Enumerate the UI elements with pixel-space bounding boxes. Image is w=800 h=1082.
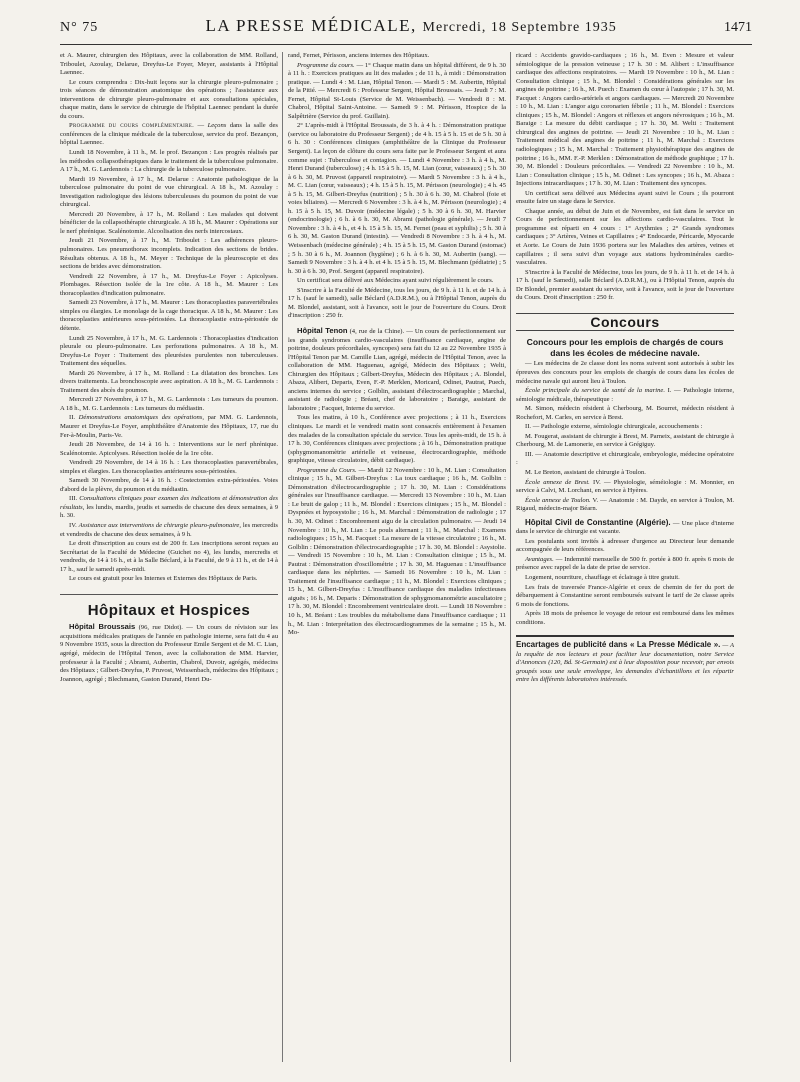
paragraph: Programme du cours complémentaire. — Leçons dans la salle des conférences de la clinique médicale de la tuberculose, service du prof. Bezançon, hôpital Laennec. [60, 122, 278, 147]
paragraph [516, 556, 734, 573]
section-title: Hôpitaux et Hospices [87, 601, 251, 619]
text: III. [69, 495, 78, 503]
paragraph: S'inscrire à la Faculté de Médecine, tous les jours, de 9 h. à 11 h. et de 14 h. à 17 h. (sauf le Samedi), salle Béclard (A.D.R.M.), ou à l'Hôpital Tenon, auprès du Dr Blondel, premier assistant du service, soit à l'avance, soit le jour de l'ouverture du Cours. Droit d'inscription : 250 fr. [516, 268, 734, 302]
text: II. [69, 414, 76, 422]
paragraph: Lundi 25 Novembre, à 17 h., M. G. Lardennois : Thoracoplasties d'indication pleurale ou pleuro-pulmonaire. Les perforations pulmonaires. A 18 h., M. Dreyfus-Le Foyer : Traitement des pleurésies purulentes non tuberculeuses. Traitement des séquelles. [60, 334, 278, 368]
italic-text: École annexe de Toulon. [525, 496, 591, 504]
column-3 [516, 52, 734, 1062]
paragraph: Le cours est gratuit pour les Internes et Externes des Hôpitaux de Paris. [69, 575, 258, 583]
paragraph: Samedi 30 Novembre, de 14 à 16 h. : Costectomies extra-périostées. Voies d'abord de la plèvre, du poumon et du médiastin. [60, 477, 278, 493]
section-rule [516, 635, 734, 637]
issue-number: N° 75 [60, 20, 99, 35]
paragraph: M. Fougerat, assistant de chirurgie à Brest, M. Parneix, assistant de chirurgie à Cherbourg, M. de Lamonerie, en service à Grégiguy. [516, 432, 734, 449]
text: les mercredis et vendredis de chacune des deux semaines, à 9 h. [60, 521, 278, 538]
paragraph: Vendredi 22 Novembre, à 17 h., M. Dreyfus-Le Foyer : Apicolyses. Plombages. Résection isolée de la 1re côte. A 18 h., M. Maurer : Les thoracoplasties d'indication pulmonaire. [60, 272, 278, 297]
text: — 1° Chaque matin dans un hôpital différent, de 9 h. 30 à 11 h. : Exercices pratiques au lit des malades ; de 11 h., à midi : Démonstration pratique. — Lundi 4 : M. Lian, Hôpital Tenon. — Mardi 5 : M. Aubertin, Hôpital de la Pitié. — Mercredi 6 : Professeur Sergent, Hôpital Broussais. — Jeudi 7 : M. Fernet, Hôpital St-Louis (Service de M. Weissenbach). — Vendredi 8 : M. Chabrol, Hôpital Saint-Antoine. — Samedi 9 : M. Périsson, Hospice de la Salpêtrière (Service du prof. Guillain). [288, 61, 506, 120]
paragraph: III. — Anatomie descriptive et chirurgicale, embryologie, médecine opératoire : [516, 450, 734, 467]
paragraph: Vendredi 29 Novembre, de 14 à 16 h. : Les thoracoplasties paravertébrales, simples et élargies. Les thoracoplasties antérieures sous-périostées. [60, 459, 278, 475]
paragraph: rand, Fernet, Périsson, anciens internes des Hôpitaux. [288, 52, 430, 59]
column-divider [282, 52, 283, 1062]
italic-text: Programme du Cours. [297, 466, 357, 474]
journal-title: LA PRESSE MÉDICALE, Mercredi, 18 Septembre 1935 [205, 16, 617, 35]
italic-text: Avantages. [525, 555, 554, 563]
paragraph: 2° L'après-midi à l'Hôpital Broussais, de 3 h. à 4 h. : Démonstration pratique (service ou laboratoire du Professeur Sergent) ; de 4 h. 15 à 5 h. 15 et de 5 h. 30 à 6 h. 30 : Conférences cliniques (amphithéâtre de la Clinique du Professeur Sergent). La leçon de clôture du cours sera faite par le Professeur Sergent et aura comme sujet : Tuberculose et contagion. — Lundi 4 Novembre : 3 h. à 4 h., M. Henri Durand (tuberculose) ; 4 h. 15 à 5 h. 15, M. Lian (cœur, vaisseaux) ; 5 h. 30 à 6 h. 30, M. Pruvost (appareil respiratoire). — Mardi 5 Novembre : 3 h. à 4 h., M. C. Lian (cœur, vaisseaux) ; 4 h. 15 à 5 h. 15, M. Périsson (neurologie) ; 4 h. 45 à 5 h. 15, M. Gilbert-Dreyfus (nutrition) ; 5 h. 30 à 6 h. 30, M. Chabrol (foie et voies biliaires). — Mercredi 6 Novembre : 3 h. à 4 h., M. Périsson (neurologie) ; 4 h. 15 à 5 h. 15, M. Duvoir (médecine légale) ; 5 h. 30 à 6 h. 30, M. Harvier (endocrinologie) ; 6 h. à 6 h. 30, M. Abrami (pathologie générale). — Jeudi 7 Novembre : 3 h. à 4 h., et 4 h. 15 à 5 h. 15, M. Fernet (peau et syphilis) ; 5 h. 30 à 6 h. 30, M. Gaston Durand (intestin). — Vendredi 8 Novembre : 3 h. à 4 h., M. Weissenbach (médecine générale) ; 4 h. 15 à 5 h. 15, M. Gaston Durand (estomac) ; 5 h. 30 à 6 h., M. Joannon (hygiène) ; 6 h. à 6 h. 30, M. Aubertin (sang). — Samedi 9 Novembre : 3 h. à 4 h. et 4 h. 15 à 5 h. 15, M. Blechmann (pédiatrie) ; 5 h. 30 à 6 h. 30, Prof. Sergent (appareil respiratoire). [288, 122, 506, 275]
paragraph: Samedi 23 Novembre, à 17 h., M. Maurer : Les thoracoplasties paravertébrales simples ou élargies. Le monolage de la cage thoracique. A 18 h., M. Maurer : Les thoracoplasties antérieures sous-périostées. La thoracoplastie extra-périostée de détente. [60, 299, 278, 332]
paragraph [60, 495, 278, 521]
article-heading: Concours pour les emplois de chargés de cours dans les écoles de médecine navale. [526, 337, 724, 358]
run-in-heading: Programme du cours complémentaire. [69, 122, 195, 130]
paragraph: Jeudi 21 Novembre, à 17 h., M. Triboulet : Les adhérences pleuro-pulmonaires. Les pneumothorax incomplets. Indication des sections de brides. Résultats obtenus. A 18 h., M. Meyer : Technique de la pleuroscopie et des sections de brides avec démonstration. [60, 237, 278, 271]
italic-text: — A la requête de nos lecteurs et pour faciliter leur documentation, notre Service d'Annonces (120, Bd. St-Germain) est à leur disposition pour recevoir, par envois groupés sous une seule enveloppe, les demandes d'échantillons et les répartir entre les différents laboratoires intéressés. [516, 642, 734, 684]
paragraph: Après 18 mois de présence le voyage de retour est remboursé dans les mêmes conditions. [516, 610, 734, 626]
address: (96, rue Didot). [138, 624, 183, 632]
paragraph: Les postulants sont invités à adresser d'urgence au Directeur leur demande accompagnée de leurs références. [516, 537, 734, 554]
paragraph [516, 497, 734, 514]
text: IV. [69, 521, 77, 529]
paragraph: ricard : Accidents gravido-cardiaques ; 16 h., M. Even : Mesure et valeur sémiologique de la pression veineuse ; 17 h. 30 : M. Alibert : L'insuffisance cardiaque des affections respiratoires. — Mardi 19 Novembre : 10 h., M. Lian : Consultation clinique ; 15 h., M. Blondel : Considérations générales sur les angines de poitrine ; 16 h., M. Puech : Examen du cœur à l'autopsie ; 17 h. 30, M. Facquet : Angors cardio-artériels et angors cardiaques. — Mercredi 20 Novembre : 10 h., M. Lian : L'angor aigu coronarien fébrile ; 11 h., M. Blondel : Exercices cliniques ; 15 h., M. Blondel : Angors et réflexes et angors névrosiques ; 16 h., M. Baraige : La mesure du débit cardiaque ; 17 h. 30, M. Welti : Traitement chirurgical des angines de poitrine. — Jeudi 21 Novembre : 10 h., M. Lian : Traitement médical des angines de poitrine ; 11 h., M. Marchal : Exercices radiologiques ; 15 h., M. Marchal : Traitement physiothérapique des angines de poitrine ; 16 h., MM. F.-P. Merklen : Démonstration de méthode graphique ; 17 h. 30, M. Blondel : Douleurs précordiales. — Vendredi 22 Novembre : 10 h., M. Lian : Consultation clinique ; 15 h., M. Odinet : Les syncopes ; 16 h., M. Abaza : Injections intracardiaques ; 17 h. 30, M. Lian : Traitement des syncopes. [516, 52, 734, 188]
text: V. — Anatomie : M. Dayde, en service à Toulon, M. Rigaud, médecin-major Béarn. [516, 496, 734, 513]
page-header [60, 16, 752, 38]
institution-name: Hôpital Tenon [297, 325, 348, 335]
address: (4, rue de la Chine). [349, 327, 405, 335]
italic-text: École principale du service de santé de la marine. [525, 387, 665, 395]
text: I. — Pathologie interne, sémiologie médicale, thérapeutique : [516, 387, 734, 403]
text: — Un cours de perfectionnement sur les grands syndromes cardio-vasculaires (insuffisance cardiaque, angine de poitrine, douleurs précordiales, syncopes) sera fait du 12 au 22 Novembre 1935 à l'Hôpital Tenon par M. Camille Lian, agrégé, médecin de l'Hôpital Tenon, avec la collaboration de MM. Haguenau, agrégé, Médecin des Hôpitaux ; Welti, Chirurgien des Hôpitaux ; Gilbert-Dreyfus, Médecin des Hôpitaux ; A. Blondel, Abaza, Alibert, Deparis, Even, F.-P. Merklen, Moricard, Odinet, Pautrat, Puech, anciens internes du service ; Golblin, assistant d'électrocardiographie ; Marchal, assistant de radiologie ; Bréant, chef de laboratoire ; Baraige, assistant de laboratoire ; Facquet, Interne du service. [288, 327, 506, 412]
paragraph: Logement, nourriture, chauffage et éclairage à titre gratuit. [525, 573, 680, 581]
column-2 [288, 52, 506, 1062]
paragraph: II. — Pathologie externe, sémiologie chirurgicale, accouchements : [525, 423, 703, 431]
paragraph [288, 62, 506, 122]
paragraph: Mercredi 20 Novembre, à 17 h., M. Rolland : Les malades qui doivent bénéficier de la collapsothérapie chirurgicale. A 18 h., M. Maurer : Opérations sur le nerf phrénique. Scalénotomie. Alcoolisation des nerfs intercostaux. [60, 210, 278, 235]
paragraph [516, 387, 734, 404]
paragraph: Mardi 26 Novembre, à 17 h., M. Rolland : La dilatation des bronches. Les divers traitements. La bronchoscopie avec aspiration. A 18 h., M. G. Lardennois : Traitement des abcès du poumon. [60, 369, 278, 394]
paragraph: — Les médecins de 2e classe dont les noms suivent sont autorisés à subir les épreuves des concours pour les emplois de chargés de cours dans les écoles de médecine navale qui auront lieu à Toulon. [516, 360, 734, 385]
paragraph: Le cours comprendra : Dix-huit leçons sur la chirurgie pleuro-pulmonaire ; trois séances de démonstration anatomique des opérations ; l'assistance aux interventions de chirurgie pleuro-pulmonaire et aux consultations spéciales, chaque matin, dans le service de chirurgie de l'hôpital Laennec pendant la durée du cours. [60, 78, 278, 120]
text: par MM. G. Lardennois, Maurer et Dreyfus-Le Foyer, amphithéâtre d'Anatomie des Hôpitaux, 17, rue du Fer-à-Moulin, Paris-Ve. [60, 414, 278, 439]
paragraph [60, 623, 278, 684]
section-title: Concours [516, 313, 734, 332]
text: — Mardi 12 Novembre : 10 h., M. Lian : Consultation clinique ; 15 h., M. Gilbert-Dreyfus : La toux cardiaque ; 16 h., M. Golblin : Démonstration d'électrocardiographie ; 17 h. 30, M. Lian : Considérations générales sur l'insuffisance cardiaque. — Mercredi 13 Novembre : 10 h., M. Lian : Le bruit de galop ; 11 h., M. Blondel : Exercices cliniques ; 15 h., M. Blondel : Dyspnées et hyposystolie ; 16 h., M. Marchal : Démonstration de radiologie ; 17 h. 30, M. Odinet : Encombrement aigu de la circulation pulmonaire. — Jeudi 14 Novembre : 10 h., M. Lian : Le pouls alternant ; 11 h., M. Marchal : Examens radiologiques ; 15 h., M. Facquet : La mesure de la vitesse circulatoire ; 16 h., M. Golblin : Démonstration d'électrocardiographie ; 17 h. 30, M. Blondel : Asystolie. — Vendredi 15 Novembre : 10 h., M. Lian : Consultation clinique ; 15 h., M. Pautrat : Démonstration d'oscillométrie ; 17 h. 30, M. Haguenau : L'insuffisance cardiaque dans les néphrites. — Samedi 16 Novembre : 10 h., M. Lian : Traitement de l'insuffisance cardiaque ; 11 h., M. Blondel : Exercices cliniques ; 15 h., M. Gilbert-Dreyfus : L'insuffisance cardiaque des maladies infectieuses aiguës ; 16 h., M. Deparis : Démonstration de sphygmomanométrie auscultatoire ; 17 h. 30, M. Blondel : Encombrement ventriculaire droit. — Lundi 18 Novembre : 10 h., M. Bréant : Les troubles du métabolisme dans l'insuffisance cardiaque ; 11 h., M. Lian : Interprétation des électrocardiogrammes de la semaine ; 15 h., M. Mo- [288, 466, 506, 637]
text: — Un cours de révision sur les acquisitions médicales pratiques de l'année en pathologie interne, sera fait du 4 au 9 Novembre 1935, sous la direction du Professeur Emile Sergent et de M. C. Lian, agrégé, médecin de l'Hôpital Tenon, avec la collaboration de MM. Harvier, professeur à la Faculté ; Abrami, Aubertin, Chabrol, Duvoir, agrégés, médecins des Hôpitaux ; Gilbert-Dreyfus, P. Pruvost, Weissenbach, médecins des Hôpitaux ; Joannon, agrégé ; Blechmann, Gaston Durand, Henri Du- [60, 624, 278, 683]
paragraph: M. Simon, médecin résident à Cherbourg, M. Bourret, médecin résident à Rochefort, M. Carles, en service à Brest. [516, 405, 734, 421]
article-heading: Hôpital Civil de Constantine (Algérie). [525, 517, 671, 527]
page-number: 1471 [724, 20, 752, 35]
paragraph [288, 467, 506, 638]
paragraph: Chaque année, au début de Juin et de Novembre, est fait dans le service un Cours de perfectionnement sur les affections cardio-vasculaires. Tout le programme est réparti en 4 cours : 1° Arythmies ; 2° Grands syndromes cardiaques ; 3° Artères, Veines et Capillaires ; 4° Endocarde, Péricarde, Myocarde et Aorte. Le Cours de Juin 1936 portera sur les Maladies des artères, veines et capillaires ; il sera suivi d'un voyage aux stations hydrominérales cardio-vasculaires. [516, 207, 734, 267]
text: les lundis, mardis, jeudis et samedis de chacune des deux semaines, à 9 h. 30. [60, 503, 278, 520]
column-1 [60, 52, 278, 1062]
text: dans la salle des conférences de la clinique médicale de la tuberculose, service du prof. Bezançon, hôpital Laennec. [60, 122, 278, 147]
paragraph: S'inscrire à la Faculté de Médecine, tous les jours, de 9 h. à 11 h. et de 14 h. à 17 h. (sauf le samedi), salle Béclard (A.D.R.M.), ou à l'Hôpital Tenon, auprès du M. Blondel, assistant, soit à l'avance, soit le jour de l'ouverture du Cours. Droit d'inscription : 250 fr. [288, 286, 506, 320]
paragraph: Mardi 19 Novembre, à 17 h., M. Delarue : Anatomie pathologique de la tuberculose pulmonaire du point de vue chirurgical. A 18 h., M. Azoulay : Investigation radiologique des lésions tuberculeuses du poumon du point de vue chirurgical. [60, 175, 278, 209]
issue-date: Mercredi, 18 Septembre 1935 [422, 20, 617, 35]
italic-text: Programme du cours. [297, 61, 355, 69]
paragraph: Lundi 18 Novembre, à 11 h., M. le prof. Bezançon : Les progrès réalisés par les méthodes collapsothérapiques dans le traitement de la tuberculose pulmonaire. A 17 h., M. G. Lardennois : La chirurgie de la tuberculose pulmonaire. [60, 149, 278, 174]
header-rule [60, 44, 752, 45]
paragraph: Mercredi 27 Novembre, à 17 h., M. G. Lardennois : Les tumeurs du poumon. A 18 h., M. G. Lardennois : Les tumeurs du médiastin. [60, 396, 278, 412]
text: — Indemnité mensuelle de 500 fr. portée à 800 fr. après 6 mois de présence avec rappel de la date de prise de service. [516, 555, 734, 572]
paragraph [60, 414, 278, 440]
section-rule [60, 594, 278, 595]
italic-text: Leçons [207, 122, 227, 130]
text: IV. — Physiologie, séméiologie : M. Monnier, en service à Calvi, M. Lorchant, en service à Hyères. [516, 478, 734, 495]
paragraph [60, 522, 278, 539]
institution-name: Hôpital Broussais [69, 622, 136, 632]
paragraph: Jeudi 28 Novembre, de 14 à 16 h. : Interventions sur le nerf phrénique. Scalénotomie. Apicolyses. Résection isolée de la 1re côte. [60, 441, 278, 457]
italic-text: Consultations cliniques pour examen des indications et démonstration des résultats, [60, 495, 278, 511]
italic-text: Démonstrations anatomiques des opérations, [78, 414, 204, 422]
paragraph [516, 518, 734, 537]
paragraph [516, 640, 734, 685]
paragraph [288, 327, 506, 413]
article-heading: Encartages de publicité dans « La Presse Médicale ». [516, 640, 721, 650]
paragraph: et A. Maurer, chirurgien des Hôpitaux, avec la collaboration de MM. Rolland, Triboulet, Azoulay, Delarue, Dreyfus-Le Foyer, Meyer, assistants à l'Hôpital Laennec. [60, 52, 278, 77]
column-divider [510, 52, 511, 1062]
journal-name: LA PRESSE MÉDICALE [205, 16, 412, 35]
paragraph [516, 479, 734, 496]
paragraph: Un certificat sera délivré aux Médecins ayant suivi le Cours ; ils pourront ensuite faire un stage dans le Service. [516, 189, 734, 206]
italic-text: École annexe de Brest. [525, 478, 590, 486]
paragraph: M. Le Breton, assistant de chirurgie à Toulon. [525, 468, 646, 476]
paragraph: Les frais de traversée France-Algérie et ceux de chemin de fer du port de débarquement à Constantine seront remboursés suivant le tarif de 2e classe après 6 mois de fonctions. [516, 583, 734, 608]
text: — Une place d'interne dans le service de chirurgie est vacante. [516, 519, 734, 536]
paragraph: Tous les matins, à 10 h., Conférence avec projections ; à 11 h., Exercices cliniques. Le mardi et le vendredi matin sont consacrés entièrement à l'examen des malades de la consultation spéciale du service. Tous les après-midi, de 15 h. à 17 h. 30, Conférences cliniques avec projections ; à 16 h., Démonstration pratique (sphygmomanomètrie artérielle et veineuse, électrocardiographie, méthode graphique, vitesse circulatoire, débit cardiaque). [288, 414, 506, 465]
paragraph: Le droit d'inscription au cours est de 200 fr. Les inscriptions seront reçues au Secrétariat de la Faculté de Médecine (Guichet no 4), les lundis, mercredis et vendredis, de 14 à 16 h., et à la Salle Béclard, à la Faculté, de 9 à 11 h., et de 14 à 17 h., sauf le samedi après-midi. [60, 540, 278, 573]
italic-text: Assistance aux interventions de chirurgie pleuro-pulmonaire, [78, 521, 241, 529]
paragraph: Un certificat sera délivré aux Médecins ayant suivi régulièrement le cours. [297, 277, 494, 285]
